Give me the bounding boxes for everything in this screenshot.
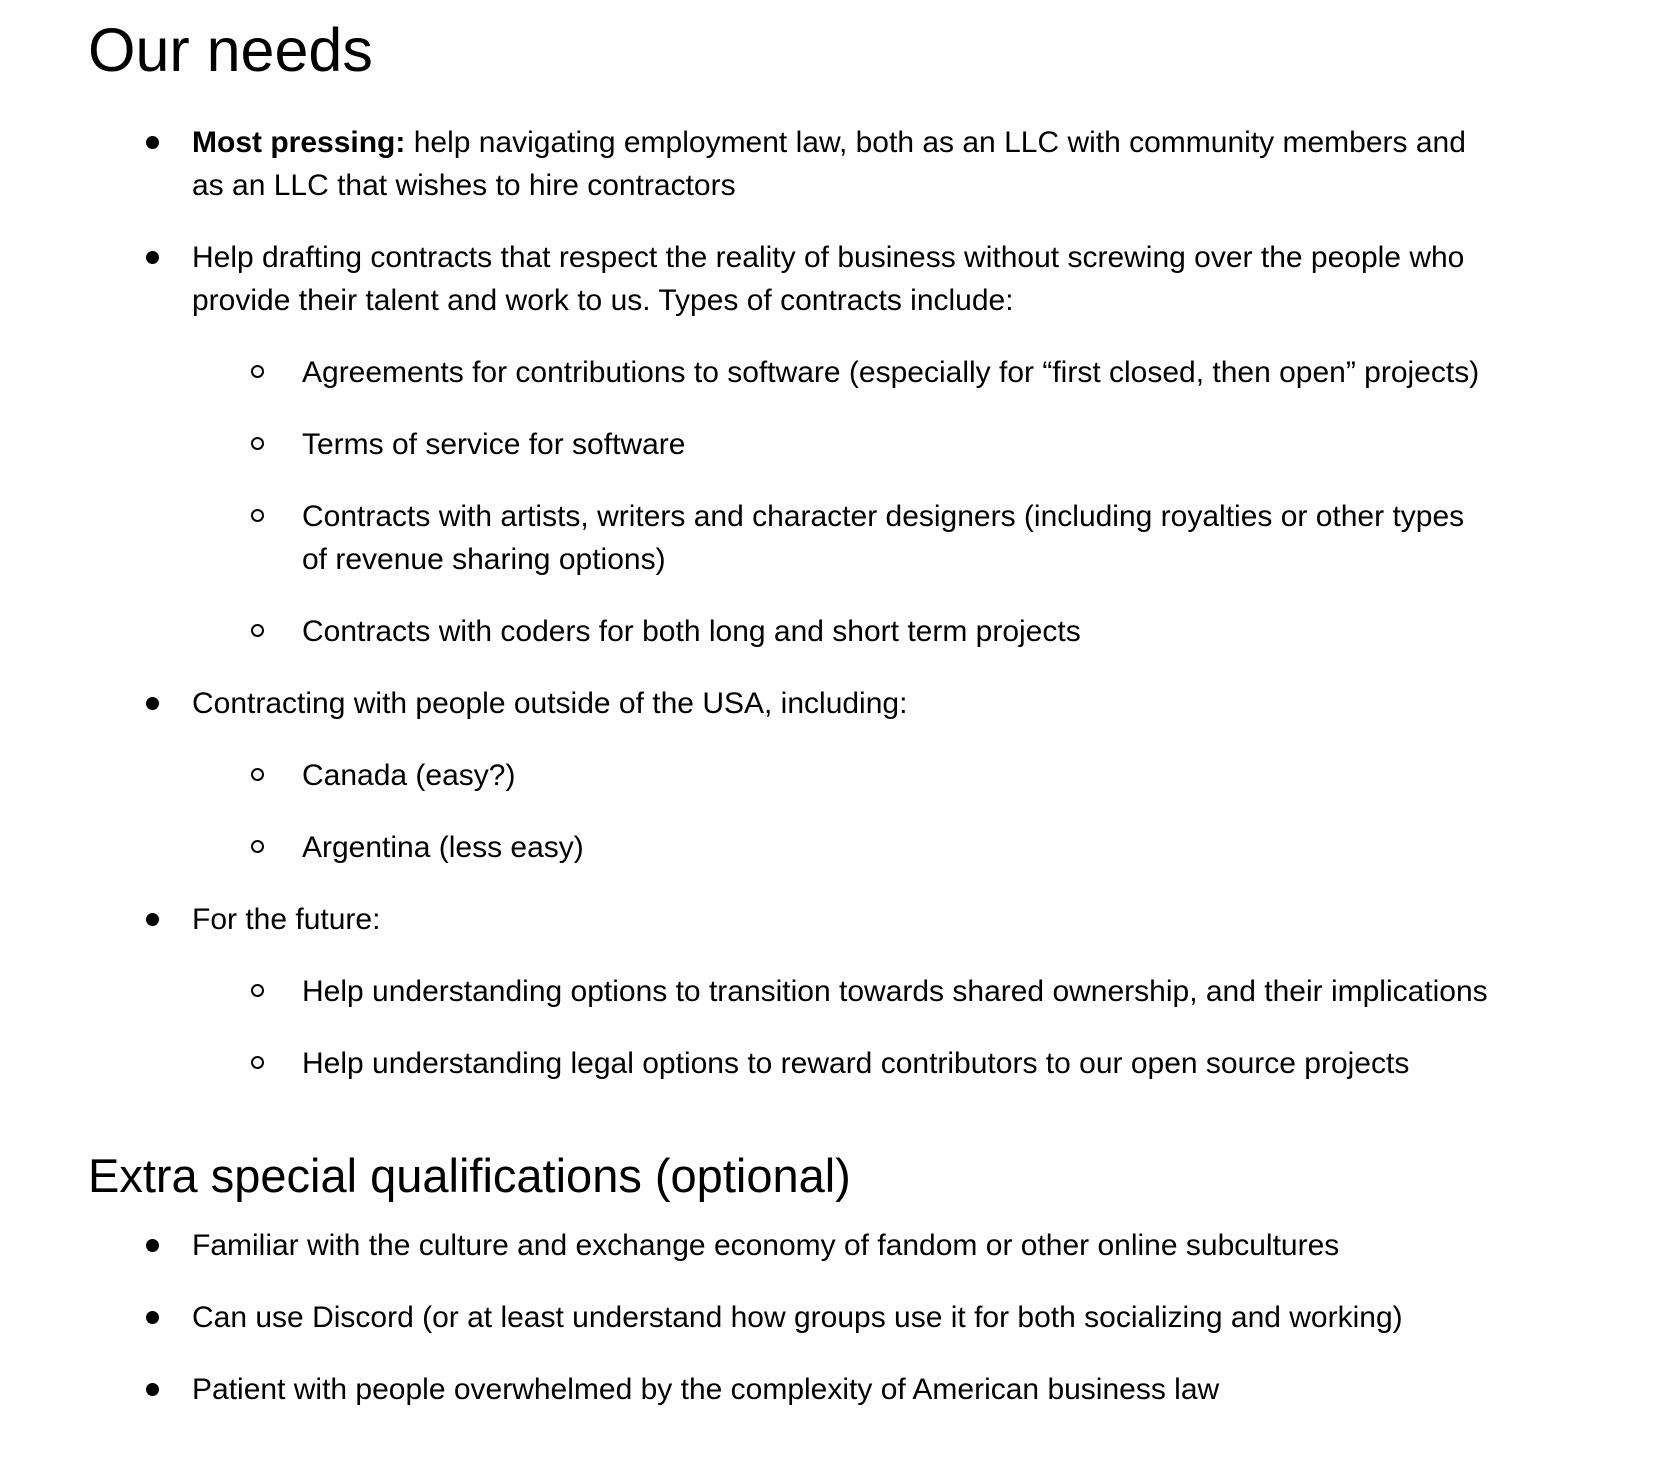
bullet-text: Canada (easy?) xyxy=(302,759,516,792)
bullet-text: Patient with people overwhelmed by the complexity of American business law xyxy=(192,1373,1220,1406)
document-heading-extra-qualifications: Extra special qualifications (optional) xyxy=(88,1149,851,1202)
bullet-text: Terms of service for software xyxy=(302,428,686,461)
bullet-patience xyxy=(192,1368,1492,1411)
sub-bullet-artist-contracts xyxy=(302,495,1492,581)
bullet-fandom-culture xyxy=(192,1224,1492,1267)
bullet-text: Contracts with coders for both long and short term projects xyxy=(302,615,1081,648)
countries-sublist xyxy=(192,754,1492,869)
bullet-text: Familiar with the culture and exchange economy of fandom or other online subcultures xyxy=(192,1229,1340,1262)
bullet-discord xyxy=(192,1296,1492,1339)
bullet-text: Argentina (less easy) xyxy=(302,831,584,864)
bullet-text: Agreements for contributions to software (especially for “first closed, then open” projects) xyxy=(302,356,1480,389)
document-heading-our-needs: Our needs xyxy=(88,16,373,84)
bullet-text: For the future: xyxy=(192,903,381,936)
needs-list xyxy=(0,121,1660,1085)
future-sublist xyxy=(192,970,1492,1085)
qualifications-list xyxy=(0,1224,1660,1411)
contract-types-sublist xyxy=(192,351,1492,653)
sub-bullet-canada xyxy=(302,754,1492,797)
bullet-text: Can use Discord (or at least understand how groups use it for both socializing and working) xyxy=(192,1301,1403,1334)
bullet-text: Contracting with people outside of the USA, including: xyxy=(192,687,908,720)
sub-bullet-reward-contributors xyxy=(302,1042,1492,1085)
bullet-bold-lead: Most pressing: xyxy=(192,126,406,159)
sub-bullet-software-agreements xyxy=(302,351,1492,394)
bullet-drafting-contracts xyxy=(192,236,1492,653)
bullet-most-pressing xyxy=(192,121,1492,207)
bullet-text: help navigating employment law, both as an LLC with community members and as an LLC that wishes to hire contractors xyxy=(192,126,1466,202)
bullet-contracting-outside-usa xyxy=(192,682,1492,869)
sub-bullet-coder-contracts xyxy=(302,610,1492,653)
bullet-text: Help drafting contracts that respect the reality of business without screwing over the people who provide their talent and work to us. Types of contracts include: xyxy=(192,241,1465,317)
bullet-text: Help understanding options to transition towards shared ownership, and their implications xyxy=(302,975,1488,1008)
sub-bullet-argentina xyxy=(302,826,1492,869)
bullet-text: Help understanding legal options to reward contributors to our open source projects xyxy=(302,1047,1410,1080)
sub-bullet-terms-of-service xyxy=(302,423,1492,466)
bullet-text: Contracts with artists, writers and character designers (including royalties or other types of revenue sharing options) xyxy=(302,500,1465,576)
bullet-for-the-future xyxy=(192,898,1492,1085)
sub-bullet-shared-ownership xyxy=(302,970,1492,1013)
